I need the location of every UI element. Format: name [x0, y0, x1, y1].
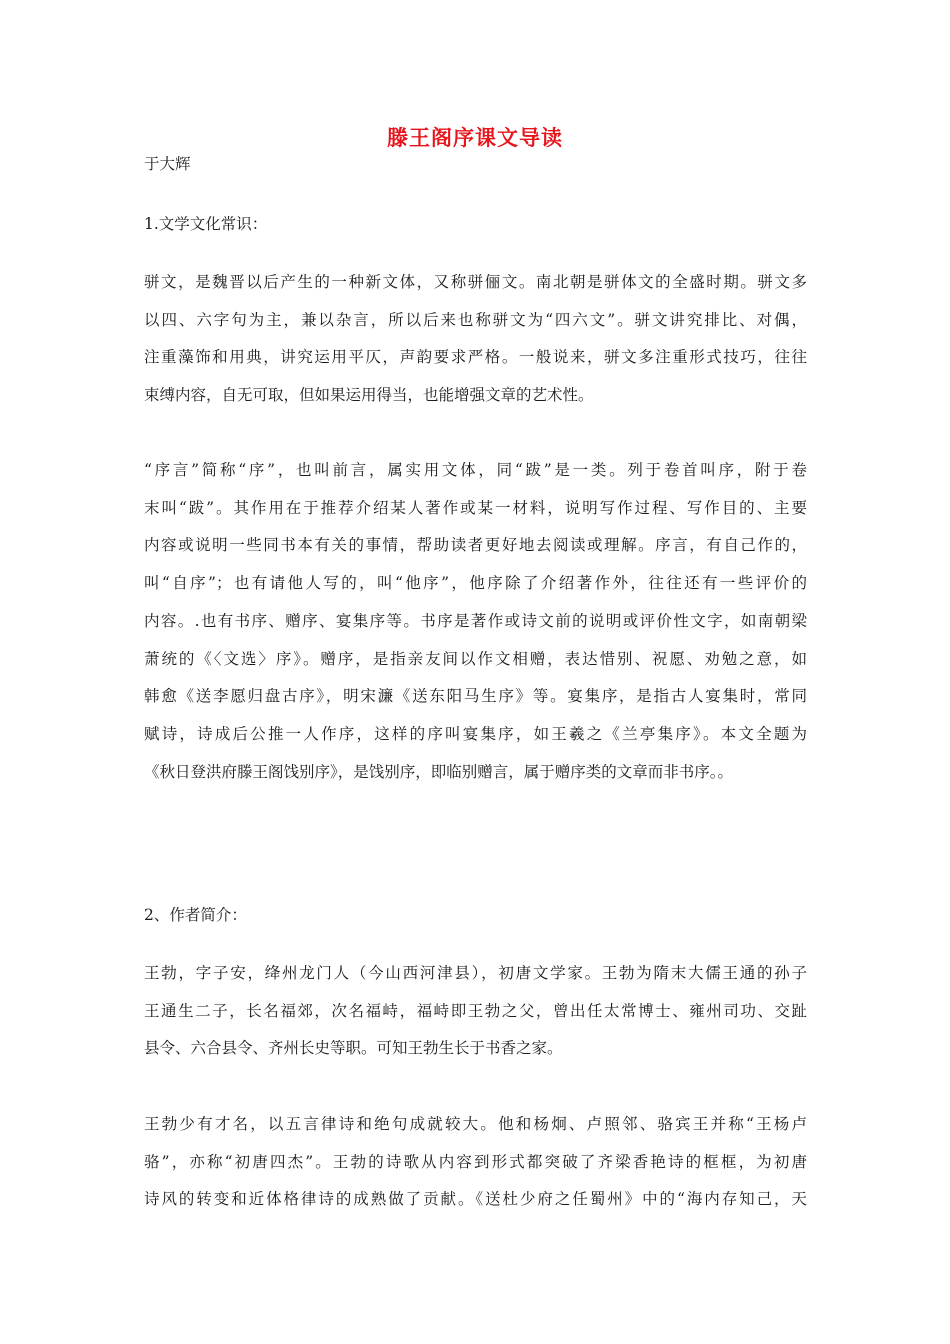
section-1-paragraph-1	[144, 264, 807, 415]
paragraph-line: 束缚内容，自无可取，但如果运用得当，也能增强文章的艺术性。	[144, 386, 594, 405]
paragraph-line: 以四、六字句为主，兼以杂言，所以后来也称骈文为“四六文”。骈文讲究排比、对偶，	[144, 310, 807, 329]
paragraph-line: 王通生二子，长名福郊，次名福峙，福峙即王勃之父，曾出任太常博士、雍州司功、交趾	[144, 1001, 807, 1020]
document-title: 滕王阁序课文导读	[387, 126, 563, 150]
paragraph-line: “序言”简称“序”，也叫前言，属实用文体，同“跋”是一类。列于卷首叫序，附于卷	[144, 461, 807, 479]
author-name: 于大辉	[144, 155, 191, 173]
paragraph-line: 内容或说明一些同书本有关的事情，帮助读者更好地去阅读或理解。序言，有自己作的，	[144, 536, 807, 555]
section-2-paragraph-1	[144, 955, 807, 1068]
paragraph-line: 萧统的《〈文选〉序》。赠序，是指亲友间以作文相赠，表达惜别、祝愿、劝勉之意，如	[144, 649, 807, 668]
paragraph-line: 注重藻饰和用典，讲究运用平仄，声韵要求严格。一般说来，骈文多注重形式技巧，往往	[144, 348, 807, 367]
paragraph-line: 王勃，字子安，绛州龙门人（今山西河津县），初唐文学家。王勃为隋末大儒王通的孙子	[144, 964, 807, 982]
section-2-paragraph-2	[144, 1106, 807, 1219]
section-2-heading: 2、作者简介：	[144, 906, 247, 924]
paragraph-line: 王勃少有才名，以五言律诗和绝句成就较大。他和杨炯、卢照邻、骆宾王并称“王杨卢	[144, 1115, 807, 1133]
paragraph-line: 骆”，亦称“初唐四杰”。王勃的诗歌从内容到形式都突破了齐梁香艳诗的框框，为初唐	[144, 1152, 807, 1171]
paragraph-line: 诗风的转变和近体格律诗的成熟做了贡献。《送杜少府之任蜀州》中的“海内存知己，天	[144, 1190, 807, 1209]
paragraph-line: 叫“自序”；也有请他人写的，叫“他序”，他序除了介绍著作外，往往还有一些评价的	[144, 574, 807, 593]
paragraph-line: 骈文，是魏晋以后产生的一种新文体，又称骈俪文。南北朝是骈体文的全盛时期。骈文多	[144, 273, 807, 291]
paragraph-line: 《秋日登洪府滕王阁饯别序》，是饯别序，即临别赠言，属于赠序类的文章而非书序。。	[144, 762, 734, 781]
paragraph-line: 末叫“跋”。其作用在于推荐介绍某人著作或某一材料，说明写作过程、写作目的、主要	[144, 498, 807, 517]
section-1-paragraph-2	[144, 452, 807, 791]
paragraph-line: 赋诗，诗成后公推一人作序，这样的序叫宴集序，如王羲之《兰亭集序》。本文全题为	[144, 724, 807, 743]
paragraph-line: 韩愈《送李愿归盘古序》，明宋濂《送东阳马生序》等。宴集序，是指古人宴集时，常同	[144, 687, 807, 706]
paragraph-line: 县令、六合县令、齐州长史等职。可知王勃生长于书香之家。	[144, 1039, 563, 1058]
paragraph-line: 内容。.也有书序、赠序、宴集序等。书序是著作或诗文前的说明或评价性文字，如南朝梁	[144, 611, 807, 630]
section-1-heading: 1.文学文化常识：	[144, 215, 268, 233]
